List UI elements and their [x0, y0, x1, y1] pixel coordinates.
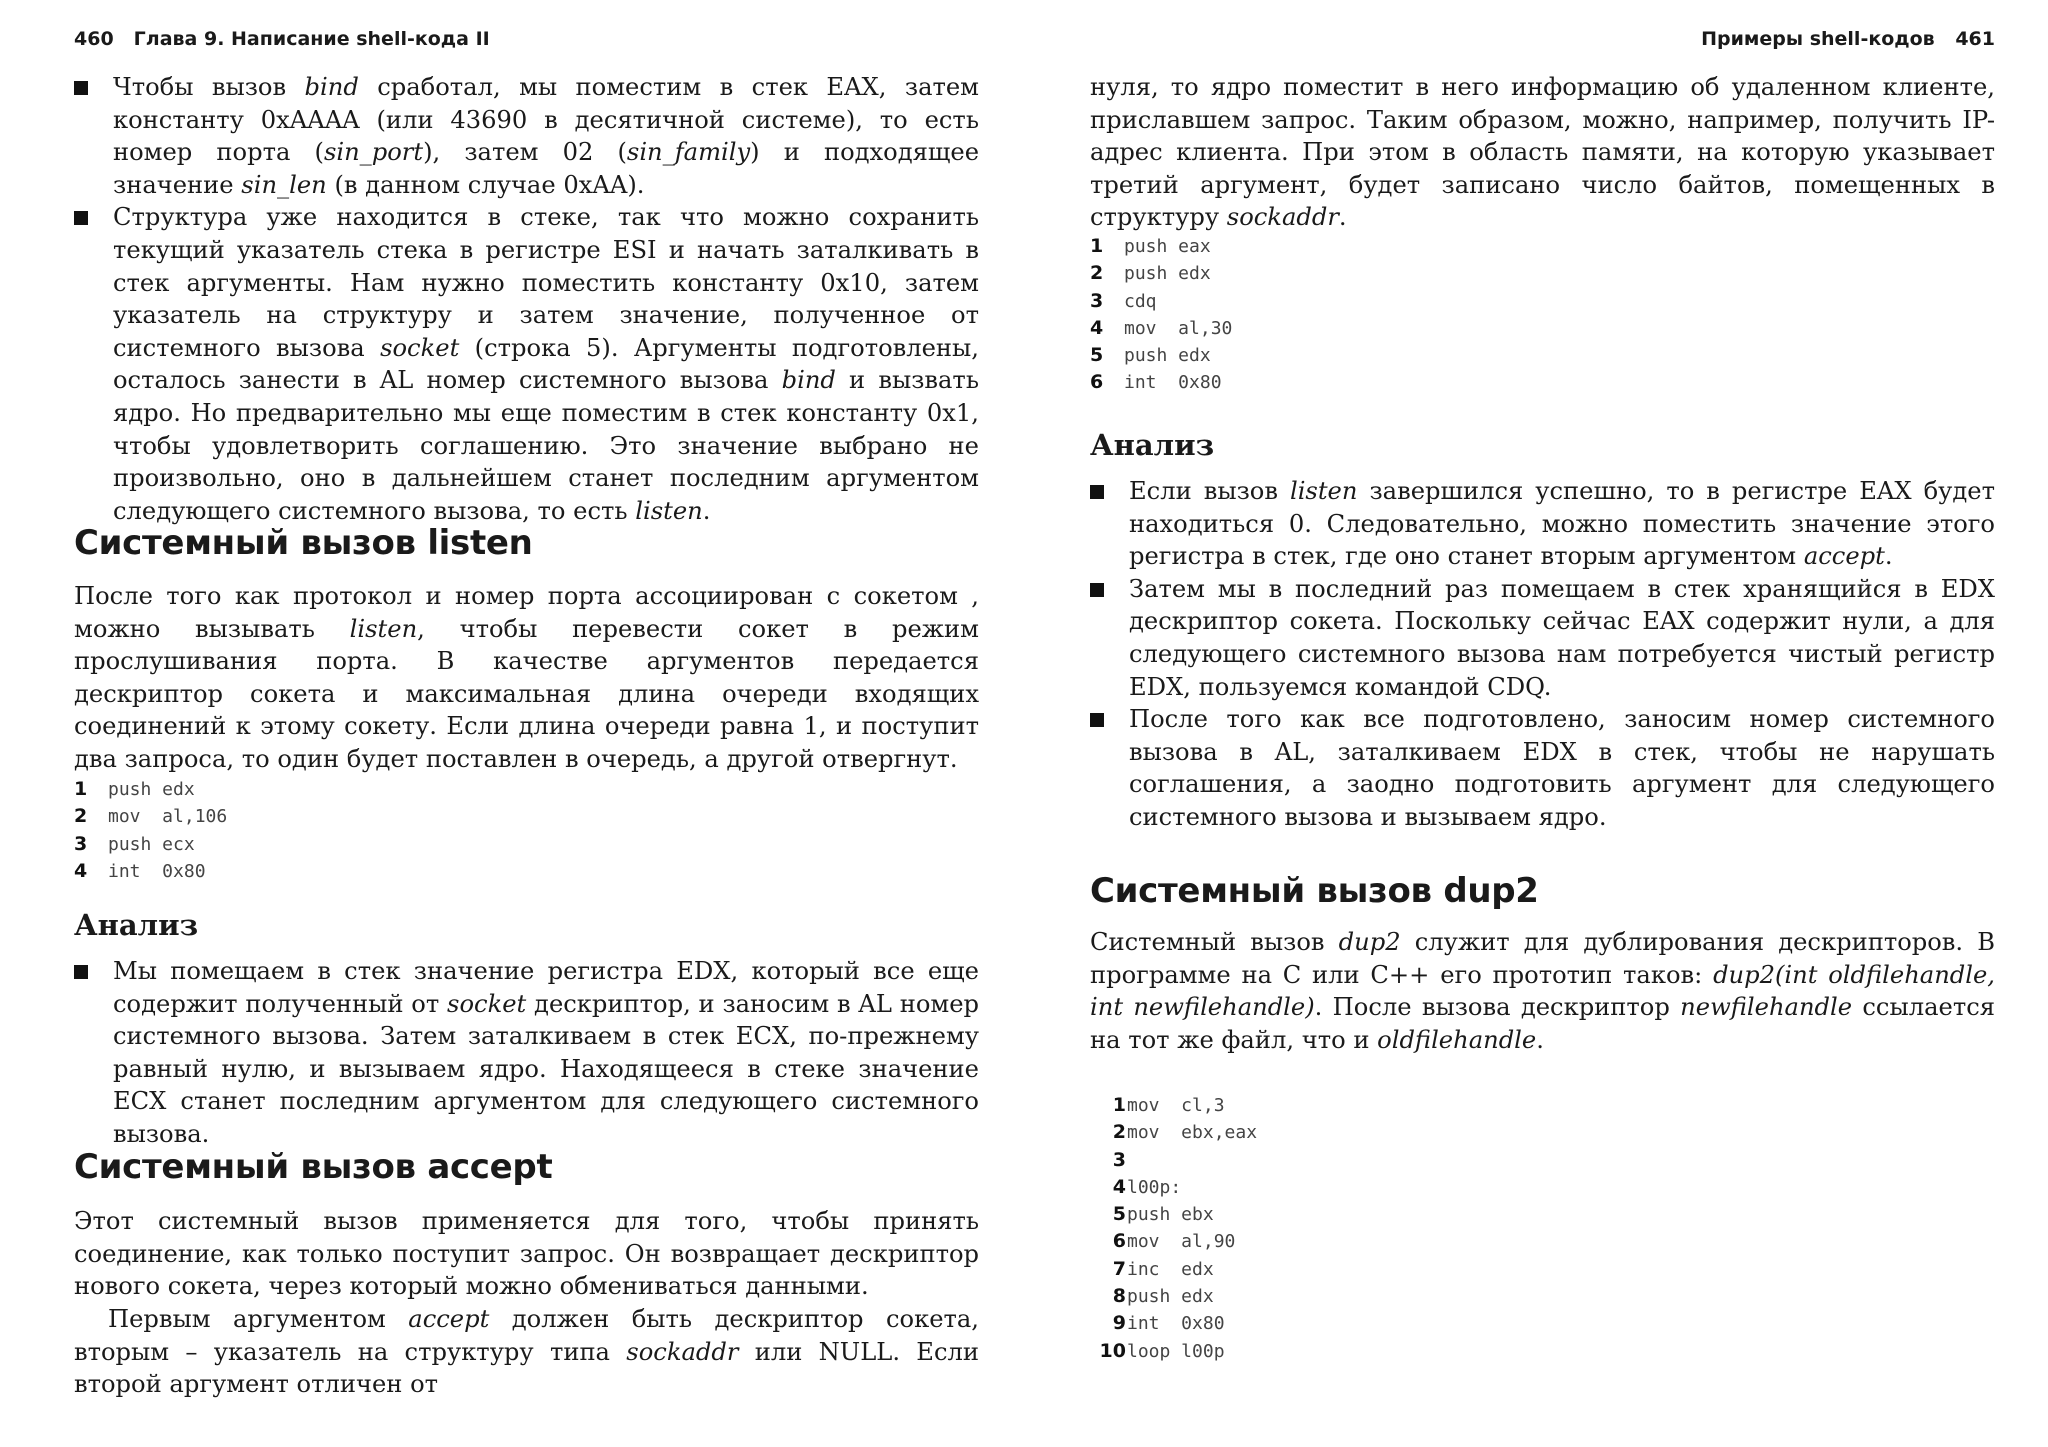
- page-number: 460: [74, 28, 114, 50]
- line-number: 10: [1099, 1339, 1126, 1362]
- intro-bullet-list: [74, 71, 979, 527]
- code-text: push edx: [1124, 263, 1211, 285]
- code-line: [1090, 260, 1995, 287]
- square-bullet-icon: [1090, 583, 1104, 597]
- italic-term: listen: [1289, 477, 1358, 505]
- code-line: [1090, 1147, 1995, 1174]
- code-line: [74, 776, 979, 803]
- running-head-title: Глава 9. Написание shell-кода II: [133, 28, 490, 50]
- code-line: [1090, 1310, 1995, 1337]
- code-line: [1090, 342, 1995, 369]
- italic-term: bind: [304, 73, 359, 101]
- line-number: 1: [1112, 1094, 1126, 1116]
- code-line: [1090, 1256, 1995, 1283]
- line-number: 6: [1112, 1230, 1126, 1253]
- square-bullet-icon: [74, 965, 88, 979]
- code-line: [74, 831, 979, 858]
- italic-term: bind: [781, 366, 836, 395]
- italic-term: oldfilehandle: [1377, 1025, 1537, 1054]
- section-heading-dup2: Системный вызов dup2: [1090, 871, 1539, 911]
- code-text: int 0x80: [108, 860, 206, 882]
- square-bullet-icon: [1090, 713, 1104, 727]
- code-line: [1090, 1228, 1995, 1255]
- accept-code-listing: [1090, 233, 1995, 397]
- line-number: 8: [1112, 1285, 1126, 1308]
- italic-term: sin_len: [241, 170, 327, 199]
- code-line: [1090, 315, 1995, 342]
- code-text: loop l00p: [1127, 1340, 1225, 1362]
- listen-code-listing: [74, 776, 979, 885]
- line-number: 3: [1090, 289, 1104, 312]
- code-text: l00p:: [1127, 1176, 1182, 1198]
- list-item: Затем мы в последний раз помещаем в стек хранящийся в EDX дескриптор сокета. Поскольку сейчас EAX содержит нули, а для следующего системного вызова нам потребуется чистый регистр EDX, пользуемся командой CDQ.: [1090, 573, 1995, 703]
- line-number: 6: [1090, 371, 1104, 394]
- listen-paragraph: После того как протокол и номер порта ассоциирован с сокетом , можно вызывать listen, чтобы перевести сокет в режим прослушивания порта. В качестве аргументов передается дескриптор сокета и максимальная длина очереди входящих соединений к этому сокету. Если длина очереди равна 1, и поступит два запроса, то один будет поставлен в очередь, а другой отвергнут.: [74, 582, 979, 773]
- line-number: 1: [74, 778, 88, 800]
- code-text: mov al,106: [108, 806, 228, 828]
- left-page: [74, 0, 979, 1447]
- accept-paragraph-1: Этот системный вызов применяется для того, чтобы принять соединение, как только поступит запрос. Он возвращает дескриптор нового сокета, через который можно обмениваться данными.: [74, 1207, 979, 1301]
- line-number: 9: [1112, 1312, 1126, 1335]
- italic-term: socket: [447, 989, 527, 1018]
- code-text: mov cl,3: [1127, 1095, 1225, 1116]
- line-number: 2: [1112, 1121, 1126, 1144]
- accept-paragraph-2: Первым аргументом accept должен быть дескриптор сокета, вторым – указатель на структуру типа sockaddr или NULL. Если второй аргумент отличен от: [74, 1305, 979, 1399]
- italic-term: dup2: [1338, 928, 1401, 956]
- line-number: 2: [74, 805, 88, 828]
- square-bullet-icon: [74, 81, 88, 95]
- italic-term: sockaddr: [626, 1337, 739, 1366]
- italic-term: sin_port: [323, 138, 424, 167]
- code-line: [1090, 1283, 1995, 1310]
- list-item: После того как все подготовлено, заносим номер системного вызова в AL, заталкиваем EDX в стек, чтобы не нарушать соглашения, а заодно подготовить аргумент для следующего системного вызова и вызываем ядро.: [1090, 703, 1995, 833]
- code-text: mov al,90: [1127, 1231, 1236, 1253]
- list-item: Чтобы вызов bind сработал, мы поместим в стек EAX, затем константу 0xAAAA (или 43690 в десятичной системе), то есть номер порта (sin_port), затем 02 (sin_family) и подходящее значение sin_len (в данном случае 0xAA).: [74, 71, 979, 201]
- code-text: push edx: [1127, 1286, 1214, 1308]
- analysis-bullet-list-listen: [74, 955, 979, 1151]
- list-item: Структура уже находится в стеке, так что можно сохранить текущий указатель стека в регистре ESI и начать заталкивать в стек аргументы. Нам нужно поместить константу 0x10, затем указатель на структуру и затем значение, полученное от системного вызова socket (строка 5). Аргументы подготовлены, осталось занести в AL номер системного вызова bind и вызвать ядро. Но предварительно мы еще поместим в стек константу 0x1, чтобы удовлетворить соглашению. Это значение выбрано не произвольно, оно в дальнейшем станет последним аргументом следующего системного вызова, то есть listen.: [74, 201, 979, 527]
- code-text: push ebx: [1127, 1204, 1214, 1226]
- list-item: Если вызов listen завершился успешно, то в регистре EAX будет находиться 0. Следовательно, можно поместить значение этого регистра в стек, где оно станет вторым аргументом accept.: [1090, 475, 1995, 573]
- italic-term: accept: [408, 1305, 490, 1333]
- code-line: [1090, 1201, 1995, 1228]
- list-item: Мы помещаем в стек значение регистра EDX, который все еще содержит полученный от socket дескриптор, и заносим в AL номер системного вызова. Затем заталкиваем в стек ECX, по-прежнему равный нулю, и вызываем ядро. Находящееся в стеке значение ECX станет последним аргументом для следующего системного вызова.: [74, 955, 979, 1151]
- line-number: 5: [1090, 344, 1104, 367]
- line-number: 2: [1090, 262, 1104, 285]
- analysis-heading-listen: Анализ: [74, 908, 199, 942]
- italic-term: socket: [380, 333, 460, 362]
- line-number: 4: [74, 859, 88, 882]
- code-text: push edx: [1124, 345, 1211, 367]
- code-line: [1090, 233, 1995, 260]
- code-text: mov al,30: [1124, 317, 1233, 339]
- code-line: [1090, 369, 1995, 396]
- right-page: [1090, 0, 1995, 1447]
- square-bullet-icon: [74, 211, 88, 225]
- code-line: [1090, 288, 1995, 315]
- code-text: int 0x80: [1127, 1313, 1225, 1335]
- code-text: mov ebx,eax: [1127, 1122, 1258, 1144]
- running-head-title: Примеры shell-кодов: [1701, 28, 1935, 50]
- code-text: cdq: [1124, 290, 1157, 312]
- code-line: [74, 858, 979, 885]
- line-number: 4: [1090, 316, 1104, 339]
- square-bullet-icon: [1090, 485, 1104, 499]
- line-number: 3: [74, 832, 88, 855]
- section-heading-listen: Системный вызов listen: [74, 523, 533, 563]
- code-text: push eax: [1124, 236, 1211, 257]
- analysis-heading-accept: Анализ: [1090, 428, 1215, 462]
- italic-term: newfilehandle: [1680, 993, 1853, 1022]
- accept-continued-paragraph: нуля, то ядро поместит в него информацию об удаленном клиенте, приславшем запрос. Таким образом, можно, например, получить IP-адрес клиента. При этом в область памяти, на которую указывает третий аргумент, будет записано число байтов, помещенных в структуру sockaddr.: [1090, 73, 1995, 232]
- section-heading-accept: Системный вызов accept: [74, 1147, 553, 1187]
- italic-term: sockaddr: [1226, 203, 1339, 232]
- italic-term: dup2(int oldfilehandle, int newfilehandle): [1090, 960, 1995, 1022]
- code-line: [1090, 1092, 1995, 1119]
- line-number: 3: [1112, 1148, 1126, 1171]
- line-number: 1: [1090, 235, 1104, 257]
- page-number: 461: [1955, 28, 1995, 50]
- code-text: inc edx: [1127, 1258, 1214, 1280]
- line-number: 7: [1112, 1257, 1126, 1280]
- code-text: push ecx: [108, 833, 195, 855]
- italic-term: listen: [635, 496, 703, 525]
- code-line: [1090, 1119, 1995, 1146]
- running-head-right: [1090, 28, 1995, 58]
- dup2-code-listing: [1090, 1092, 1995, 1365]
- italic-term: listen: [349, 614, 418, 643]
- code-text: int 0x80: [1124, 372, 1222, 394]
- italic-term: accept: [1803, 542, 1885, 571]
- code-line: [74, 803, 979, 830]
- italic-term: sin_family: [626, 138, 751, 167]
- code-line: [1090, 1338, 1995, 1365]
- code-line: [1090, 1174, 1995, 1201]
- code-text: push edx: [108, 779, 195, 800]
- dup2-paragraph: Системный вызов dup2 служит для дублирования дескрипторов. В программе на C или C++ его прототип таков: dup2(int oldfilehandle, int newfilehandle). После вызова дескриптор newfilehandle ссылается на тот же файл, что и oldfilehandle.: [1090, 928, 1996, 1054]
- line-number: 5: [1112, 1203, 1126, 1226]
- analysis-bullet-list-accept: [1090, 475, 1995, 834]
- running-head-left: [74, 28, 979, 58]
- line-number: 4: [1112, 1175, 1126, 1198]
